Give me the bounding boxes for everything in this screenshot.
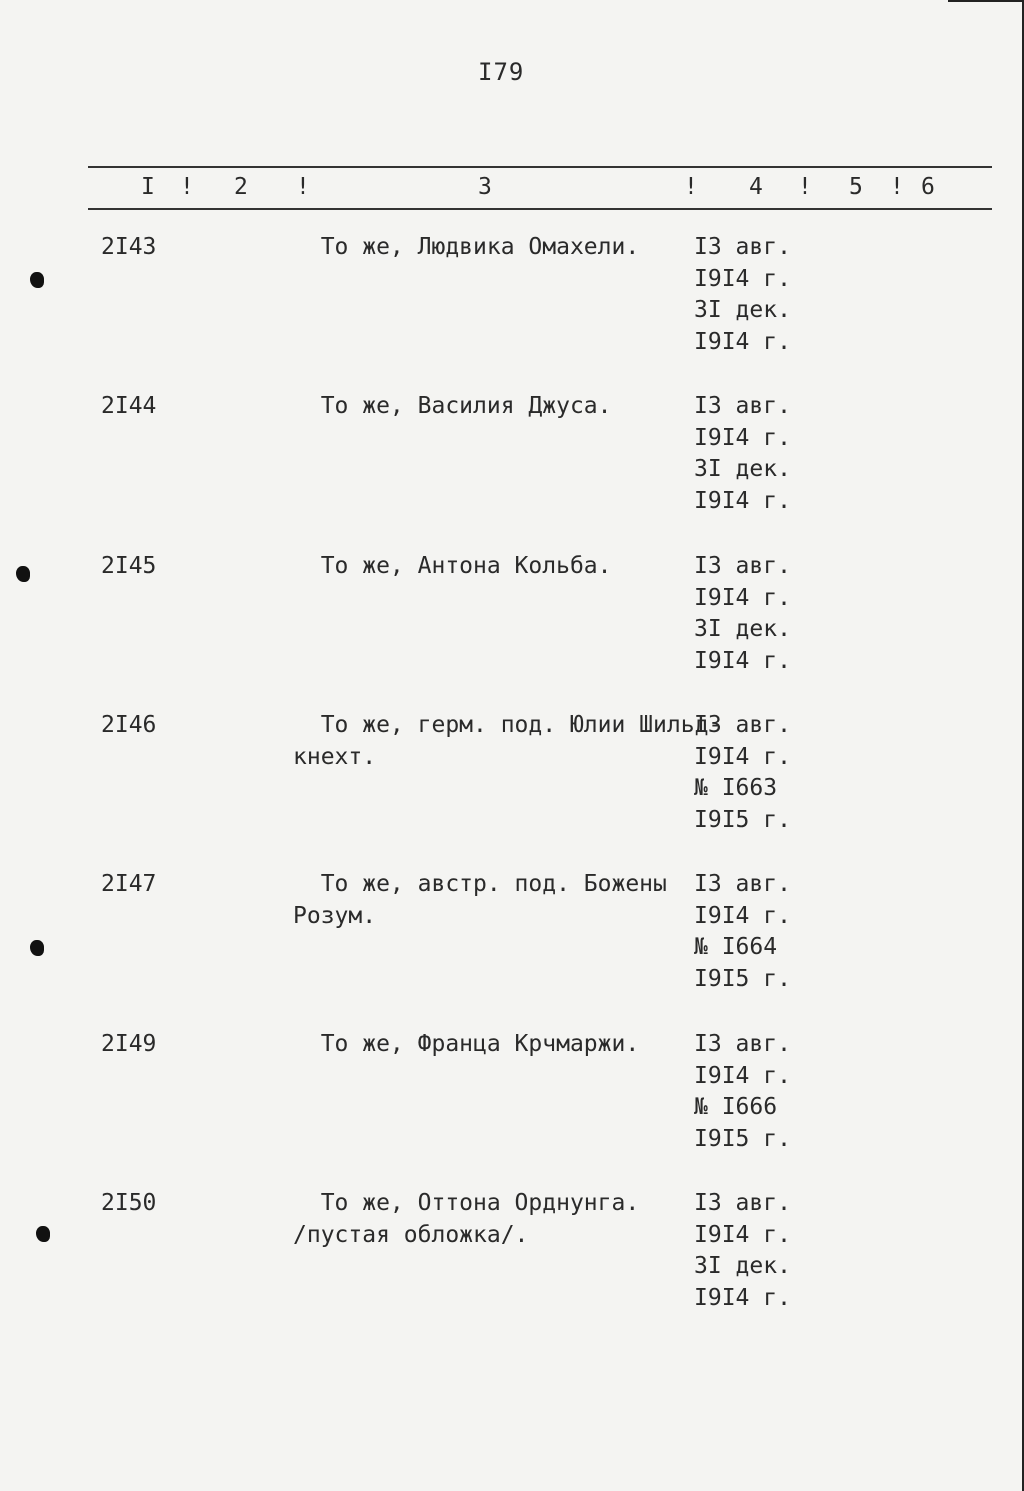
date-line: 3I дек. xyxy=(694,616,791,642)
record-number: 2I45 xyxy=(101,553,157,579)
date-line: I3 авг. xyxy=(694,1190,791,1216)
date-line: I3 авг. xyxy=(694,553,791,579)
description-line: То же, австр. под. Божены xyxy=(293,871,667,897)
date-line: I9I4 г. xyxy=(694,328,791,355)
date-line: I3 авг. xyxy=(694,1031,791,1057)
date-line: № I666 xyxy=(694,1094,778,1120)
date-line: I9I4 г. xyxy=(694,1284,791,1311)
record-description xyxy=(293,1188,688,1251)
record-number: 2I46 xyxy=(101,712,157,738)
table-header-bottom-rule xyxy=(88,208,992,210)
column-separator: ! xyxy=(180,174,194,200)
record-description xyxy=(293,551,688,583)
date-line: 3I дек. xyxy=(694,297,791,323)
record-number: 2I43 xyxy=(101,234,157,260)
record-description xyxy=(293,869,688,932)
date-line: I3 авг. xyxy=(694,234,791,260)
column-separator: ! xyxy=(684,174,698,200)
record-dates xyxy=(694,232,824,358)
record-description xyxy=(293,1029,688,1061)
date-line: I9I4 г. xyxy=(694,424,791,451)
date-line: I3 авг. xyxy=(694,871,791,897)
table-header-top-rule xyxy=(88,166,992,168)
record-dates xyxy=(694,551,824,677)
record-number: 2I49 xyxy=(101,1031,157,1057)
page-edge-top xyxy=(948,0,1024,2)
record-description xyxy=(293,232,688,264)
punch-hole-mark xyxy=(30,272,44,288)
date-line: I9I4 г. xyxy=(694,265,791,292)
date-line: I9I4 г. xyxy=(694,1221,791,1248)
record-number: 2I50 xyxy=(101,1190,157,1216)
date-line: I3 авг. xyxy=(694,712,791,738)
description-line: То же, герм. под. Юлии Шильд- xyxy=(293,712,723,738)
date-line: № I663 xyxy=(694,775,778,801)
record-dates xyxy=(694,1188,824,1314)
description-line: То же, Оттона Орднунга. xyxy=(293,1190,640,1216)
record-description xyxy=(293,391,688,423)
date-line: I3 авг. xyxy=(694,393,791,419)
description-line: То же, Василия Джуса. xyxy=(293,393,612,419)
column-header-6: 6 xyxy=(921,174,935,200)
column-header-1: I xyxy=(141,174,155,200)
date-line: I9I4 г. xyxy=(694,647,791,674)
record-dates xyxy=(694,391,824,517)
date-line: I9I5 г. xyxy=(694,965,791,992)
record-number: 2I44 xyxy=(101,393,157,419)
description-line: кнехт. xyxy=(293,743,377,770)
date-line: I9I4 г. xyxy=(694,584,791,611)
column-header-4: 4 xyxy=(749,174,763,200)
description-line: То же, Людвика Омахели. xyxy=(293,234,640,260)
column-separator: ! xyxy=(296,174,310,200)
punch-hole-mark xyxy=(30,940,44,956)
date-line: I9I4 г. xyxy=(694,902,791,929)
date-line: I9I5 г. xyxy=(694,1125,791,1152)
date-line: I9I5 г. xyxy=(694,806,791,833)
record-dates xyxy=(694,1029,824,1155)
column-header-5: 5 xyxy=(849,174,863,200)
column-header-2: 2 xyxy=(234,174,248,200)
description-line: То же, Франца Крчмаржи. xyxy=(293,1031,640,1057)
page-number: I79 xyxy=(478,58,525,86)
column-separator: ! xyxy=(798,174,812,200)
date-line: I9I4 г. xyxy=(694,743,791,770)
punch-hole-mark xyxy=(16,566,30,582)
column-header-3: 3 xyxy=(478,174,492,200)
date-line: № I664 xyxy=(694,934,778,960)
record-number: 2I47 xyxy=(101,871,157,897)
punch-hole-mark xyxy=(36,1226,50,1242)
date-line: I9I4 г. xyxy=(694,1062,791,1089)
record-dates xyxy=(694,869,824,995)
description-line: То же, Антона Кольба. xyxy=(293,553,612,579)
date-line: I9I4 г. xyxy=(694,487,791,514)
description-line: Розум. xyxy=(293,902,377,929)
date-line: 3I дек. xyxy=(694,456,791,482)
column-separator: ! xyxy=(890,174,904,200)
description-line: /пустая обложка/. xyxy=(293,1221,529,1248)
record-description xyxy=(293,710,723,773)
record-dates xyxy=(694,710,824,836)
date-line: 3I дек. xyxy=(694,1253,791,1279)
